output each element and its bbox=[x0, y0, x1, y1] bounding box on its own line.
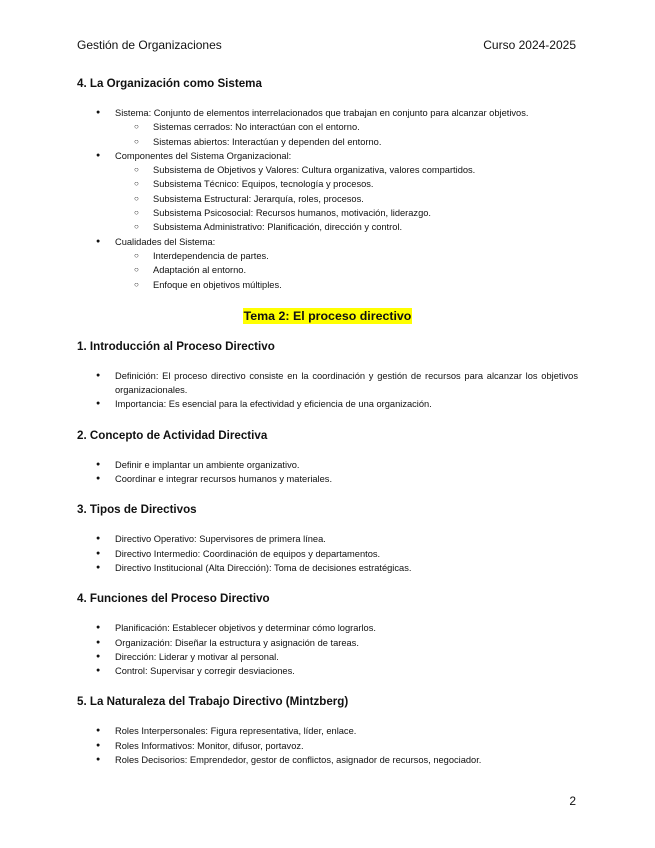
section-heading: 5. La Naturaleza del Trabajo Directivo (Mintzberg) bbox=[77, 695, 349, 709]
section-heading: 4. La Organización como Sistema bbox=[77, 77, 262, 90]
list-item: ● Planificación: Establecer objetivos y determinar cómo lograrlos. bbox=[77, 621, 578, 635]
topic-title bbox=[77, 306, 578, 326]
bullet-list bbox=[77, 532, 578, 575]
sub-list-item: ○ Subsistema de Objetivos y Valores: Cultura organizativa, valores compartidos. bbox=[77, 163, 578, 177]
list-item: ● Organización: Diseñar la estructura y asignación de tareas. bbox=[77, 636, 578, 650]
sub-list-item: ○ Subsistema Psicosocial: Recursos humanos, motivación, liderazgo. bbox=[77, 206, 578, 220]
page-number: 2 bbox=[569, 794, 576, 808]
list-item: ● Directivo Operativo: Supervisores de primera línea. bbox=[77, 532, 578, 546]
sub-list-item: ○ Sistemas abiertos: Interactúan y dependen del entorno. bbox=[77, 135, 578, 149]
list-item: ● Definición: El proceso directivo consiste en la coordinación y gestión de recursos para alcanzar los objetivos organizacionales. bbox=[77, 369, 578, 398]
sub-list-item: ○ Interdependencia de partes. bbox=[77, 249, 578, 263]
list-item: ● Coordinar e integrar recursos humanos y materiales. bbox=[77, 472, 578, 486]
list-item: ● Cualidades del Sistema: bbox=[77, 235, 578, 249]
header-course-year: Curso 2024-2025 bbox=[483, 38, 576, 52]
bullet-list bbox=[77, 621, 578, 678]
section-heading: 2. Concepto de Actividad Directiva bbox=[77, 428, 268, 442]
list-item: ● Roles Interpersonales: Figura representativa, líder, enlace. bbox=[77, 724, 578, 738]
sub-list-item: ○ Sistemas cerrados: No interactúan con el entorno. bbox=[77, 120, 578, 134]
list-item: ● Importancia: Es esencial para la efectividad y eficiencia de una organización. bbox=[77, 397, 578, 411]
sub-list-item: ○ Subsistema Estructural: Jerarquía, roles, procesos. bbox=[77, 192, 578, 206]
list-item: ● Roles Decisorios: Emprendedor, gestor de conflictos, asignador de recursos, negociador. bbox=[77, 753, 578, 767]
header-course-title: Gestión de Organizaciones bbox=[77, 38, 222, 52]
list-item: ● Directivo Intermedio: Coordinación de equipos y departamentos. bbox=[77, 547, 578, 561]
section-heading: 3. Tipos de Directivos bbox=[77, 503, 197, 517]
sub-list-item: ○ Subsistema Administrativo: Planificación, dirección y control. bbox=[77, 220, 578, 234]
list-item: ● Componentes del Sistema Organizacional: bbox=[77, 149, 578, 163]
list-item: ● Sistema: Conjunto de elementos interrelacionados que trabajan en conjunto para alcanzar objetivos. bbox=[77, 106, 578, 120]
list-item: ● Directivo Institucional (Alta Dirección): Toma de decisiones estratégicas. bbox=[77, 561, 578, 575]
section-heading: 4. Funciones del Proceso Directivo bbox=[77, 592, 270, 606]
bullet-list bbox=[77, 369, 578, 412]
sub-list-item: ○ Enfoque en objetivos múltiples. bbox=[77, 278, 578, 292]
highlighted-topic: Tema 2: El proceso directivo bbox=[243, 308, 412, 323]
sub-list-item: ○ Subsistema Técnico: Equipos, tecnología y procesos. bbox=[77, 177, 578, 191]
list-item: ● Dirección: Liderar y motivar al personal. bbox=[77, 650, 578, 664]
sub-list-item: ○ Adaptación al entorno. bbox=[77, 263, 578, 277]
page-content bbox=[77, 75, 578, 767]
section-heading: 1. Introducción al Proceso Directivo bbox=[77, 339, 275, 353]
list-item: ● Roles Informativos: Monitor, difusor, portavoz. bbox=[77, 739, 578, 753]
bullet-list bbox=[77, 106, 578, 292]
list-item: ● Definir e implantar un ambiente organizativo. bbox=[77, 458, 578, 472]
list-item: ● Control: Supervisar y corregir desviaciones. bbox=[77, 664, 578, 678]
bullet-list bbox=[77, 458, 578, 487]
bullet-list bbox=[77, 724, 578, 767]
